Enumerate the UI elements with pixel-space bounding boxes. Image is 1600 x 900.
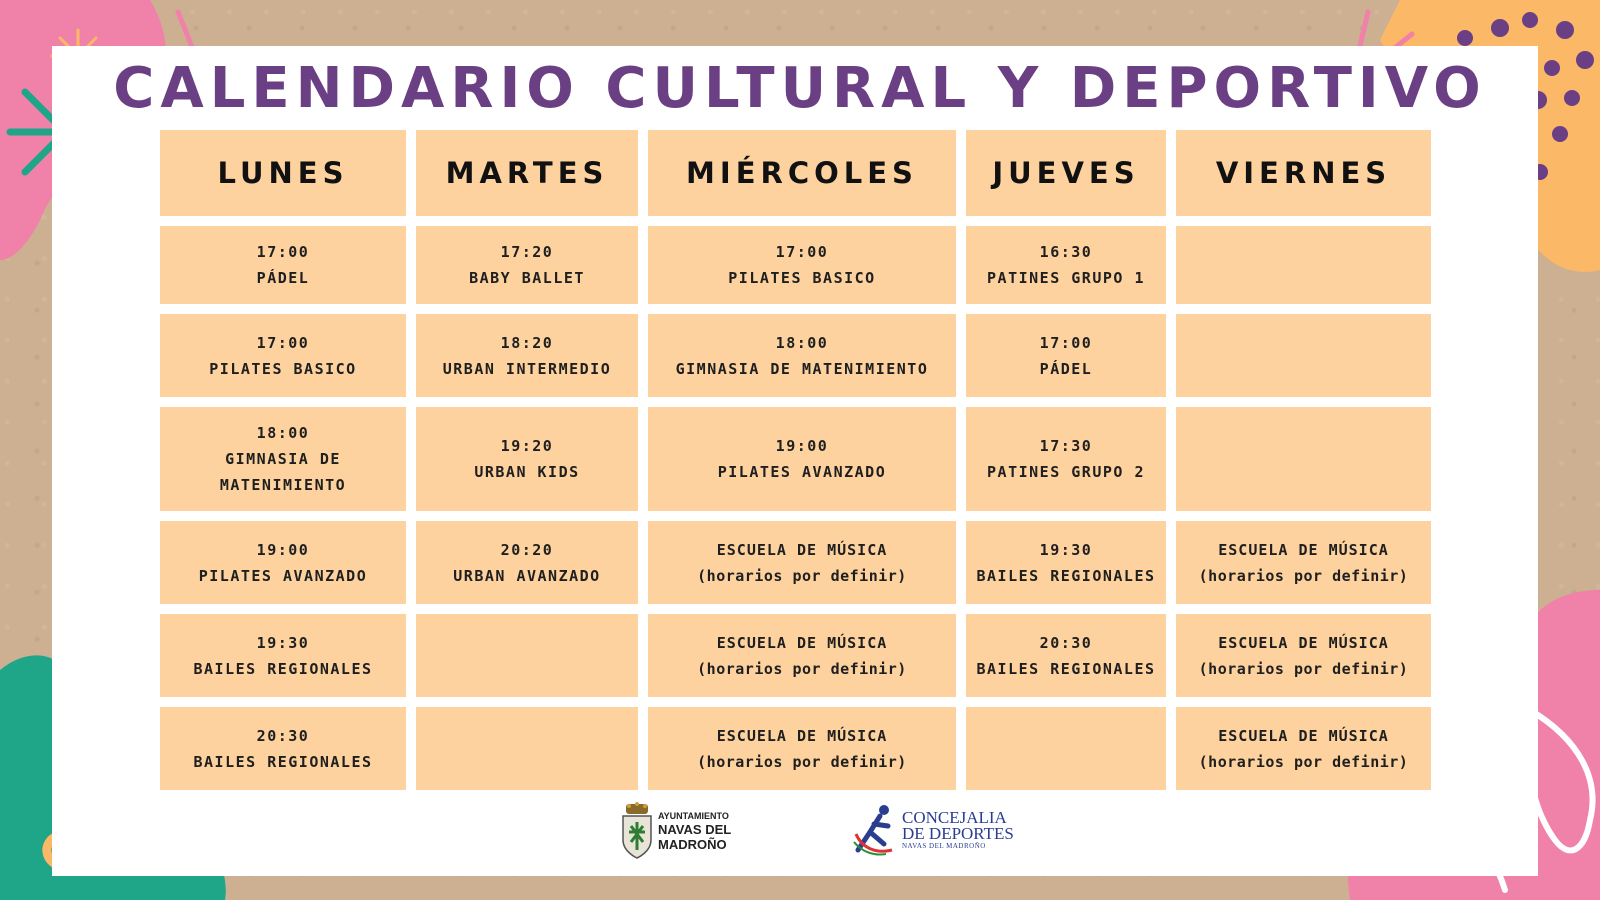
cell-line-secondary: PILATES AVANZADO: [717, 463, 887, 481]
cell-line-primary: 16:30: [1039, 243, 1093, 261]
schedule-cell: [648, 521, 956, 604]
empty-schedule-cell: [1176, 226, 1431, 304]
cell-line-primary: 19:00: [775, 437, 829, 455]
cell-line-secondary: BAILES REGIONALES: [193, 752, 373, 771]
empty-schedule-cell: [1176, 314, 1431, 397]
cell-line-primary: 18:00: [775, 333, 829, 352]
cell-line-secondary: GIMNASIA DE: [225, 450, 341, 468]
empty-schedule-cell: [1176, 407, 1431, 511]
schedule-cell: [416, 521, 638, 604]
schedule-cell: [648, 614, 956, 697]
schedule-cell: [160, 614, 406, 697]
cell-line-secondary: (horarios por definir): [1198, 566, 1409, 585]
schedule-cell: [416, 407, 638, 511]
concejalia-line1: CONCEJALIA: [902, 807, 1007, 827]
cell-line-secondary: BAILES REGIONALES: [976, 566, 1156, 585]
concejalia-line2: DE DEPORTES: [902, 823, 1014, 843]
concejalia-logo: [852, 804, 1014, 856]
empty-schedule-cell: [416, 707, 638, 790]
cell-line-secondary: PÁDEL: [256, 269, 310, 287]
cell-line-secondary: BAILES REGIONALES: [193, 659, 373, 678]
ayuntamiento-logo: [620, 802, 731, 860]
schedule-cell: [966, 521, 1166, 604]
cell-line-primary: ESCUELA DE MÚSICA: [1218, 726, 1389, 745]
cell-line-secondary: PÁDEL: [1039, 359, 1093, 378]
day-header-viernes: VIERNES: [1176, 130, 1431, 216]
cell-line-primary: 17:00: [1039, 333, 1093, 352]
cell-line-primary: 18:20: [500, 333, 554, 352]
schedule-cell: [160, 226, 406, 304]
schedule-cell: [966, 614, 1166, 697]
schedule-table: [160, 130, 1434, 792]
schedule-cell: [648, 226, 956, 304]
cell-line-secondary: PILATES AVANZADO: [198, 566, 368, 585]
cell-line-secondary: MATENIMIENTO: [219, 476, 347, 494]
cell-line-primary: 19:20: [500, 437, 554, 455]
cell-line-secondary: (horarios por definir): [697, 659, 907, 678]
ayuntamiento-line3: MADROÑO: [658, 836, 727, 852]
cell-line-primary: 17:00: [256, 243, 310, 261]
day-header-lunes: LUNES: [160, 130, 406, 216]
cell-line-primary: 19:00: [256, 540, 310, 559]
schedule-cell: [648, 407, 956, 511]
cell-line-secondary: URBAN INTERMEDIO: [442, 359, 612, 378]
cell-line-secondary: (horarios por definir): [1198, 659, 1409, 678]
cell-line-secondary: URBAN KIDS: [474, 463, 580, 481]
concejalia-line3: NAVAS DEL MADROÑO: [902, 841, 986, 850]
ayuntamiento-line1: AYUNTAMIENTO: [658, 810, 729, 821]
day-header-miercoles: MIÉRCOLES: [648, 130, 956, 216]
cell-line-primary: 20:20: [500, 540, 554, 559]
cell-line-secondary: BABY BALLET: [469, 269, 585, 287]
schedule-cell: [416, 226, 638, 304]
schedule-cell: [966, 314, 1166, 397]
cell-line-primary: ESCUELA DE MÚSICA: [1218, 540, 1389, 559]
cell-line-primary: 17:20: [500, 243, 554, 261]
cell-line-secondary: URBAN AVANZADO: [453, 566, 601, 585]
schedule-cell: [1176, 521, 1431, 604]
cell-line-secondary: (horarios por definir): [697, 566, 907, 585]
schedule-cell: [966, 407, 1166, 511]
cell-line-primary: 19:30: [256, 633, 310, 652]
schedule-cell: [160, 314, 406, 397]
cell-line-secondary: PATINES GRUPO 2: [987, 463, 1145, 481]
schedule-cell: [1176, 707, 1431, 790]
schedule-cell: [966, 226, 1166, 304]
cell-line-primary: ESCUELA DE MÚSICA: [716, 633, 888, 652]
empty-schedule-cell: [966, 707, 1166, 790]
schedule-cell: [648, 314, 956, 397]
cell-line-primary: ESCUELA DE MÚSICA: [716, 540, 888, 559]
cell-line-primary: ESCUELA DE MÚSICA: [1218, 633, 1389, 652]
cell-line-primary: 17:00: [256, 333, 310, 352]
cell-line-secondary: GIMNASIA DE MATENIMIENTO: [675, 359, 929, 378]
cell-line-primary: 20:30: [256, 726, 310, 745]
day-header-martes: MARTES: [416, 130, 638, 216]
cell-line-secondary: PATINES GRUPO 1: [987, 269, 1145, 287]
footer-logos: [0, 800, 1600, 864]
cell-line-primary: 18:00: [256, 424, 310, 442]
coat-of-arms-icon: [620, 802, 654, 860]
cell-line-secondary: BAILES REGIONALES: [976, 659, 1156, 678]
cell-line-primary: 17:30: [1039, 437, 1093, 455]
schedule-cell: [1176, 614, 1431, 697]
day-header-jueves: JUEVES: [966, 130, 1166, 216]
cell-line-primary: 20:30: [1039, 633, 1093, 652]
schedule-cell: [160, 407, 406, 511]
schedule-cell: [160, 521, 406, 604]
ayuntamiento-line2: NAVAS DEL: [658, 821, 732, 837]
empty-schedule-cell: [416, 614, 638, 697]
page-title: CALENDARIO CULTURAL Y DEPORTIVO: [113, 56, 1487, 121]
cell-line-primary: 19:30: [1039, 540, 1093, 559]
cell-line-secondary: (horarios por definir): [697, 752, 907, 771]
cell-line-secondary: PILATES BASICO: [728, 269, 876, 287]
cell-line-secondary: PILATES BASICO: [209, 359, 357, 378]
schedule-cell: [648, 707, 956, 790]
cell-line-secondary: (horarios por definir): [1198, 752, 1409, 771]
schedule-cell: [416, 314, 638, 397]
schedule-cell: [160, 707, 406, 790]
cell-line-primary: 17:00: [775, 243, 829, 261]
cell-line-primary: ESCUELA DE MÚSICA: [716, 726, 888, 745]
runner-icon: [852, 804, 898, 856]
